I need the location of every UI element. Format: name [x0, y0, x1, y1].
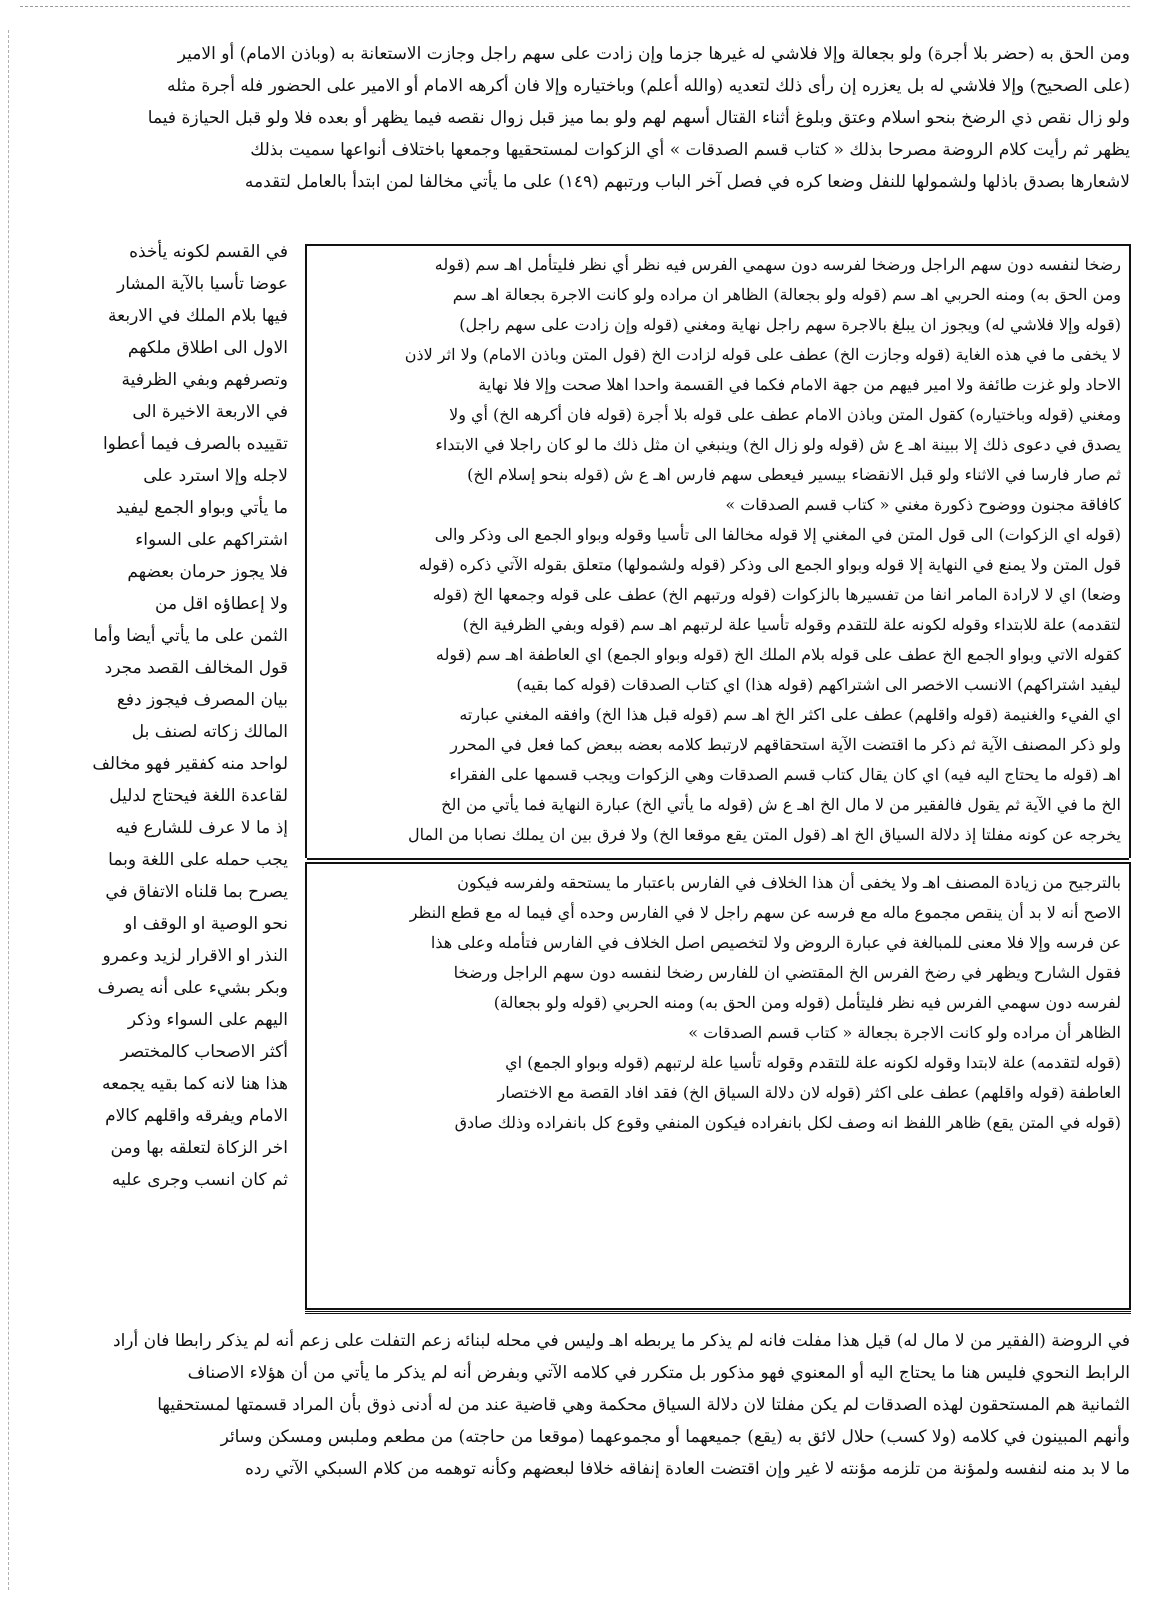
commentary-line: (قوله في المتن يقع) ظاهر اللفظ انه وصف لكل بانفراده فيكون المنفي وقوع كل بانفراده وذلك صادق [454, 1113, 1121, 1132]
side-line: ثم كان انسب وجرى عليه [111, 1170, 288, 1190]
side-line: نحو الوصية او الوقف او [124, 914, 288, 934]
commentary-line: (قوله لتقدمه) علة لابتدا وقوله لكونه علة للتقدم وقوله تأسيا علة لرتبهم (قوله وبواو الجمع) اي [505, 1053, 1121, 1072]
main-text-bottom [30, 1325, 1130, 1485]
side-line: عوضا تأسيا بالآية المشار [117, 274, 288, 294]
main-text-line: في الروضة (الفقير من لا مال له) قيل هذا مفلت فانه لم يذكر ما يربطه اهـ وليس في محله لبنائه زعم التفلت على زعم أنه لم يذكر رابطا فان أراد [113, 1331, 1130, 1351]
side-line: في الاربعة الاخيرة الى [132, 402, 288, 422]
side-line: تقييده بالصرف فيما أعطوا [102, 434, 288, 454]
commentary-line: الظاهر أن مراده ولو كانت الاجرة بجعالة « كتاب قسم الصدقات » [688, 1023, 1121, 1042]
commentary-line: (قوله وإلا فلاشي له) ويجوز ان يبلغ بالاجرة سهم راجل نهاية ومغني (قوله وإن زادت على سهم راجل) [459, 315, 1121, 334]
scan-edge-left [8, 30, 9, 1590]
commentary-line: رضخا لنفسه دون سهم الراجل ورضخا لفرسه دون سهمي الفرس فيه نظر أي نظر فليتأمل اهـ سم (قوله [434, 255, 1121, 274]
commentary-line: كافاقة مجنون ووضوح ذكورة مغني « كتاب قسم الصدقات » [725, 495, 1121, 514]
box-double-rule [305, 1311, 1131, 1318]
side-line: ولا إعطاؤه اقل من [155, 594, 288, 614]
commentary-line: يصدق في دعوى ذلك إلا ببينة اهـ ع ش (قوله ولو زال الخ) وينبغي ان مثل ذلك ما لو كان راجلا في الابتداء [435, 435, 1121, 454]
side-line: يصرح بما قلناه الاتفاق في [105, 882, 288, 902]
side-line: وتصرفهم وبفي الظرفية [121, 370, 288, 390]
commentary-line: ليفيد اشتراكهم) الانسب الاخصر الى اشتراكهم (قوله هذا) اي كتاب الصدقات (قوله كما بقيه) [516, 675, 1121, 694]
commentary-line: وضعا) اي لا لارادة المامر انفا من تفسيرها بالزكوات (قوله ورتبهم الخ) عطف على قوله وجمعها الخ (قوله [432, 585, 1121, 604]
commentary-line: بالترجيح من زيادة المصنف اهـ ولا يخفى أن هذا الخلاف في الفارس باعتبار ما يستحقه ولفرسه فيكون [457, 873, 1121, 892]
main-text-line: وأنهم المبينون في كلامه (ولا كسب) حلال لائق به (يقع) جميعهما أو مجموعهما (موقعا من حاجته) من مطعم وملبس ومسكن وسائر [220, 1427, 1130, 1447]
commentary-line: كقوله الاتي وبواو الجمع الخ عطف على قوله بلام الملك الخ (قوله وبواو الجمع) اي العاطفة اهـ سم (قوله [435, 645, 1121, 664]
main-text-line: (على الصحيح) وإلا فلاشي له بل يعزره إن رأى ذلك لتعديه (والله أعلم) وباختياره وإلا فان أكرهه الامام أو الامير على الحضور فله أجرة مثله [167, 76, 1130, 96]
side-line: المالك زكاته لصنف بل [131, 722, 288, 742]
side-line: فيها بلام الملك في الاربعة [108, 306, 288, 326]
side-line: الثمن على ما يأتي أيضا وأما [93, 626, 288, 646]
commentary-line: اهـ (قوله ما يحتاج اليه فيه) اي كان يقال كتاب قسم الصدقات وهي الزكوات ويجب قسمها على الفقراء [449, 765, 1121, 784]
commentary-line: لفرسه دون سهمي الفرس فيه نظر فليتأمل (قوله ومن الحق به) ومنه الحربي (قوله ولو بجعالة) [493, 993, 1121, 1012]
side-line: هذا هنا لانه كما بقيه يجمعه [102, 1074, 288, 1094]
side-line: فلا يجوز حرمان بعضهم [127, 562, 288, 582]
main-text-line: ومن الحق به (حضر بلا أجرة) ولو بجعالة وإلا فلاشي له غيرها جزما وإن زادت على سهم راجل وجازت الاستعانة به (وباذن الامام) أو الامير [177, 44, 1130, 64]
side-line: بيان المصرف فيجوز دفع [116, 690, 288, 710]
side-line: أكثر الاصحاب كالمختصر [120, 1042, 288, 1062]
side-line: قول المخالف القصد مجرد [104, 658, 288, 678]
commentary-line: فقول الشارح ويظهر في رضخ الفرس الخ المقتضي ان للفارس رضخا لنفسه دون سهم الراجل ورضخا [453, 963, 1121, 982]
side-line: إذ ما لا عرف للشارع فيه [115, 818, 288, 838]
side-line: لواحد منه كفقير فهو مخالف [92, 754, 288, 774]
commentary-line: ثم صار فارسا في الاثناء ولو قبل الانقضاء بيسير فيعطى سهم فارس اهـ ع ش (قوله بنحو إسلام الخ) [467, 465, 1121, 484]
side-line: لقاعدة اللغة فيحتاج لدليل [109, 786, 288, 806]
side-line: اشتراكهم على السواء [135, 530, 288, 550]
commentary-line: ومغني (قوله وباختياره) كقول المتن وباذن الامام عطف على قوله بلا أجرة (قوله فان أكرهه الخ) أي ولا [449, 405, 1121, 424]
main-text-line: ما لا بد منه لنفسه ولمؤنة من تلزمه مؤنته لا غير وإن اقتضت العادة إنفاقه خلافا لبعضهم وكأنه توهمه من كلام السبكي الآتي رده [244, 1459, 1130, 1479]
side-line: في القسم لكونه يأخذه [129, 242, 288, 262]
side-line: يجب حمله على اللغة وبما [108, 850, 288, 870]
side-line: الاول الى اطلاق ملكهم [127, 338, 288, 358]
commentary-line: العاطفة (قوله واقلهم) عطف على اكثر (قوله لان دلالة السياق الخ) فقد افاد القصة مع الاختصار [497, 1083, 1121, 1102]
side-line: اليهم على السواء وذكر [127, 1010, 288, 1030]
main-text-line: ولو زال نقص ذي الرضخ بنحو اسلام وعتق وبلوغ أثناء القتال أسهم لهم ولو بما ميز قبل زوال نقصه فيما يظهر أو بعده فلا ولو قبل الحيازة فيما [147, 108, 1130, 128]
commentary-line: اي الفيء والغنيمة (قوله واقلهم) عطف على اكثر الخ اهـ سم (قوله قبل هذا الخ) وافقه المغني عبارته [459, 705, 1121, 724]
side-line: لاجله وإلا استرد على [143, 466, 288, 486]
side-line: اخر الزكاة لتعلقه بها ومن [110, 1138, 288, 1158]
side-line: وبكر بشيء على أنه يصرف [97, 978, 288, 998]
side-line: ما يأتي وبواو الجمع ليفيد [115, 498, 288, 518]
scan-edge-top [20, 6, 1130, 7]
main-text-line: الرابط النحوي فليس هنا ما يحتاج اليه أو المعنوي فهو مذكور بل متكرر في كلامه الآتي وبفرض أنه لم يذكر ما يأتي من أن هؤلاء الاصناف [187, 1363, 1130, 1383]
side-column-text [30, 236, 288, 1196]
main-text-top [30, 38, 1130, 198]
commentary-line: عن فرسه وإلا فلا معنى للمبالغة في عبارة الروض ولا لتخصيص اصل الخلاف في الفارس فتأمله وعلى هذا [430, 933, 1121, 952]
commentary-box-1 [305, 244, 1131, 858]
main-text-line: لاشعارها بصدق باذلها ولشمولها للنفل وضعا كره في فصل آخر الباب ورتبهم (١٤٩) على ما يأتي مخالفا لمن ابتدأ بالعامل لتقدمه [244, 172, 1130, 192]
commentary-line: (قوله اي الزكوات) الى قول المتن في المغني إلا قوله مخالفا الى تأسيا وقوله وبواو الجمع الى وذكر والى [434, 525, 1121, 544]
commentary-line: الاصح أنه لا بد أن ينقص مجموع ماله مع فرسه عن سهم راجل لا في الفارس وحده أي فيما له مع قطع النظر [409, 903, 1121, 922]
commentary-line: الخ ما في الآية ثم يقول فالفقير من لا مال الخ اهـ ع ش (قوله ما يأتي الخ) عبارة النهاية فما يأتي من الخ [441, 795, 1121, 814]
commentary-line: لا يخفى ما في هذه الغاية (قوله وجازت الخ) عطف على قوله لزادت الخ (قول المتن وباذن الامام) ولا اثر لاذن [404, 345, 1121, 364]
commentary-line: يخرجه عن كونه مفلتا إذ دلالة السياق الخ اهـ (قول المتن يقع موقعا الخ) ولا فرق بين ان يملك نصابا من المال [407, 825, 1121, 844]
commentary-line: ومن الحق به) ومنه الحربي اهـ سم (قوله ولو بجعالة) الظاهر ان مراده ولو كانت الاجرة بجعالة اهـ سم [452, 285, 1121, 304]
side-line: النذر او الاقرار لزيد وعمرو [102, 946, 288, 966]
main-text-line: يظهر ثم رأيت كلام الروضة مصرحا بذلك « كتاب قسم الصدقات » أي الزكوات لمستحقيها وجمعها باختلاف أنواعها سميت بذلك [250, 140, 1130, 160]
commentary-line: لتقدمه) علة للابتداء وقوله لكونه علة للتقدم وقوله تأسيا علة لرتبهم اهـ سم (قوله وبفي الظرفية الخ) [462, 615, 1121, 634]
commentary-line: قول المتن ولا يمنع في النهاية إلا قوله وبواو الجمع الى وذكر (قوله ولشمولها) متعلق بقوله الآتي ذكره (قوله [418, 555, 1121, 574]
commentary-line: ولو ذكر المصنف الآية ثم ذكر ما اقتضت الآية استحقاقهم لارتبط كلامه بعضه ببعض كما فعل في المحرر [450, 735, 1121, 754]
box-divider [307, 858, 1129, 860]
commentary-line: الاحاد ولو غزت طائفة ولا امير فيهم من جهة الامام فكما في القسمة واحدا اهلا صحت وإلا فلا نهاية [478, 375, 1121, 394]
main-text-line: الثمانية هم المستحقون لهذه الصدقات لم يكن مفلتا لان دلالة السياق محكمة وهي قاضية عند من له أدنى ذوق بأن المراد قسمتها لمستحقيها [157, 1395, 1130, 1415]
side-line: الامام ويفرقه واقلهم كالام [105, 1106, 288, 1126]
commentary-box-2 [305, 862, 1131, 1310]
